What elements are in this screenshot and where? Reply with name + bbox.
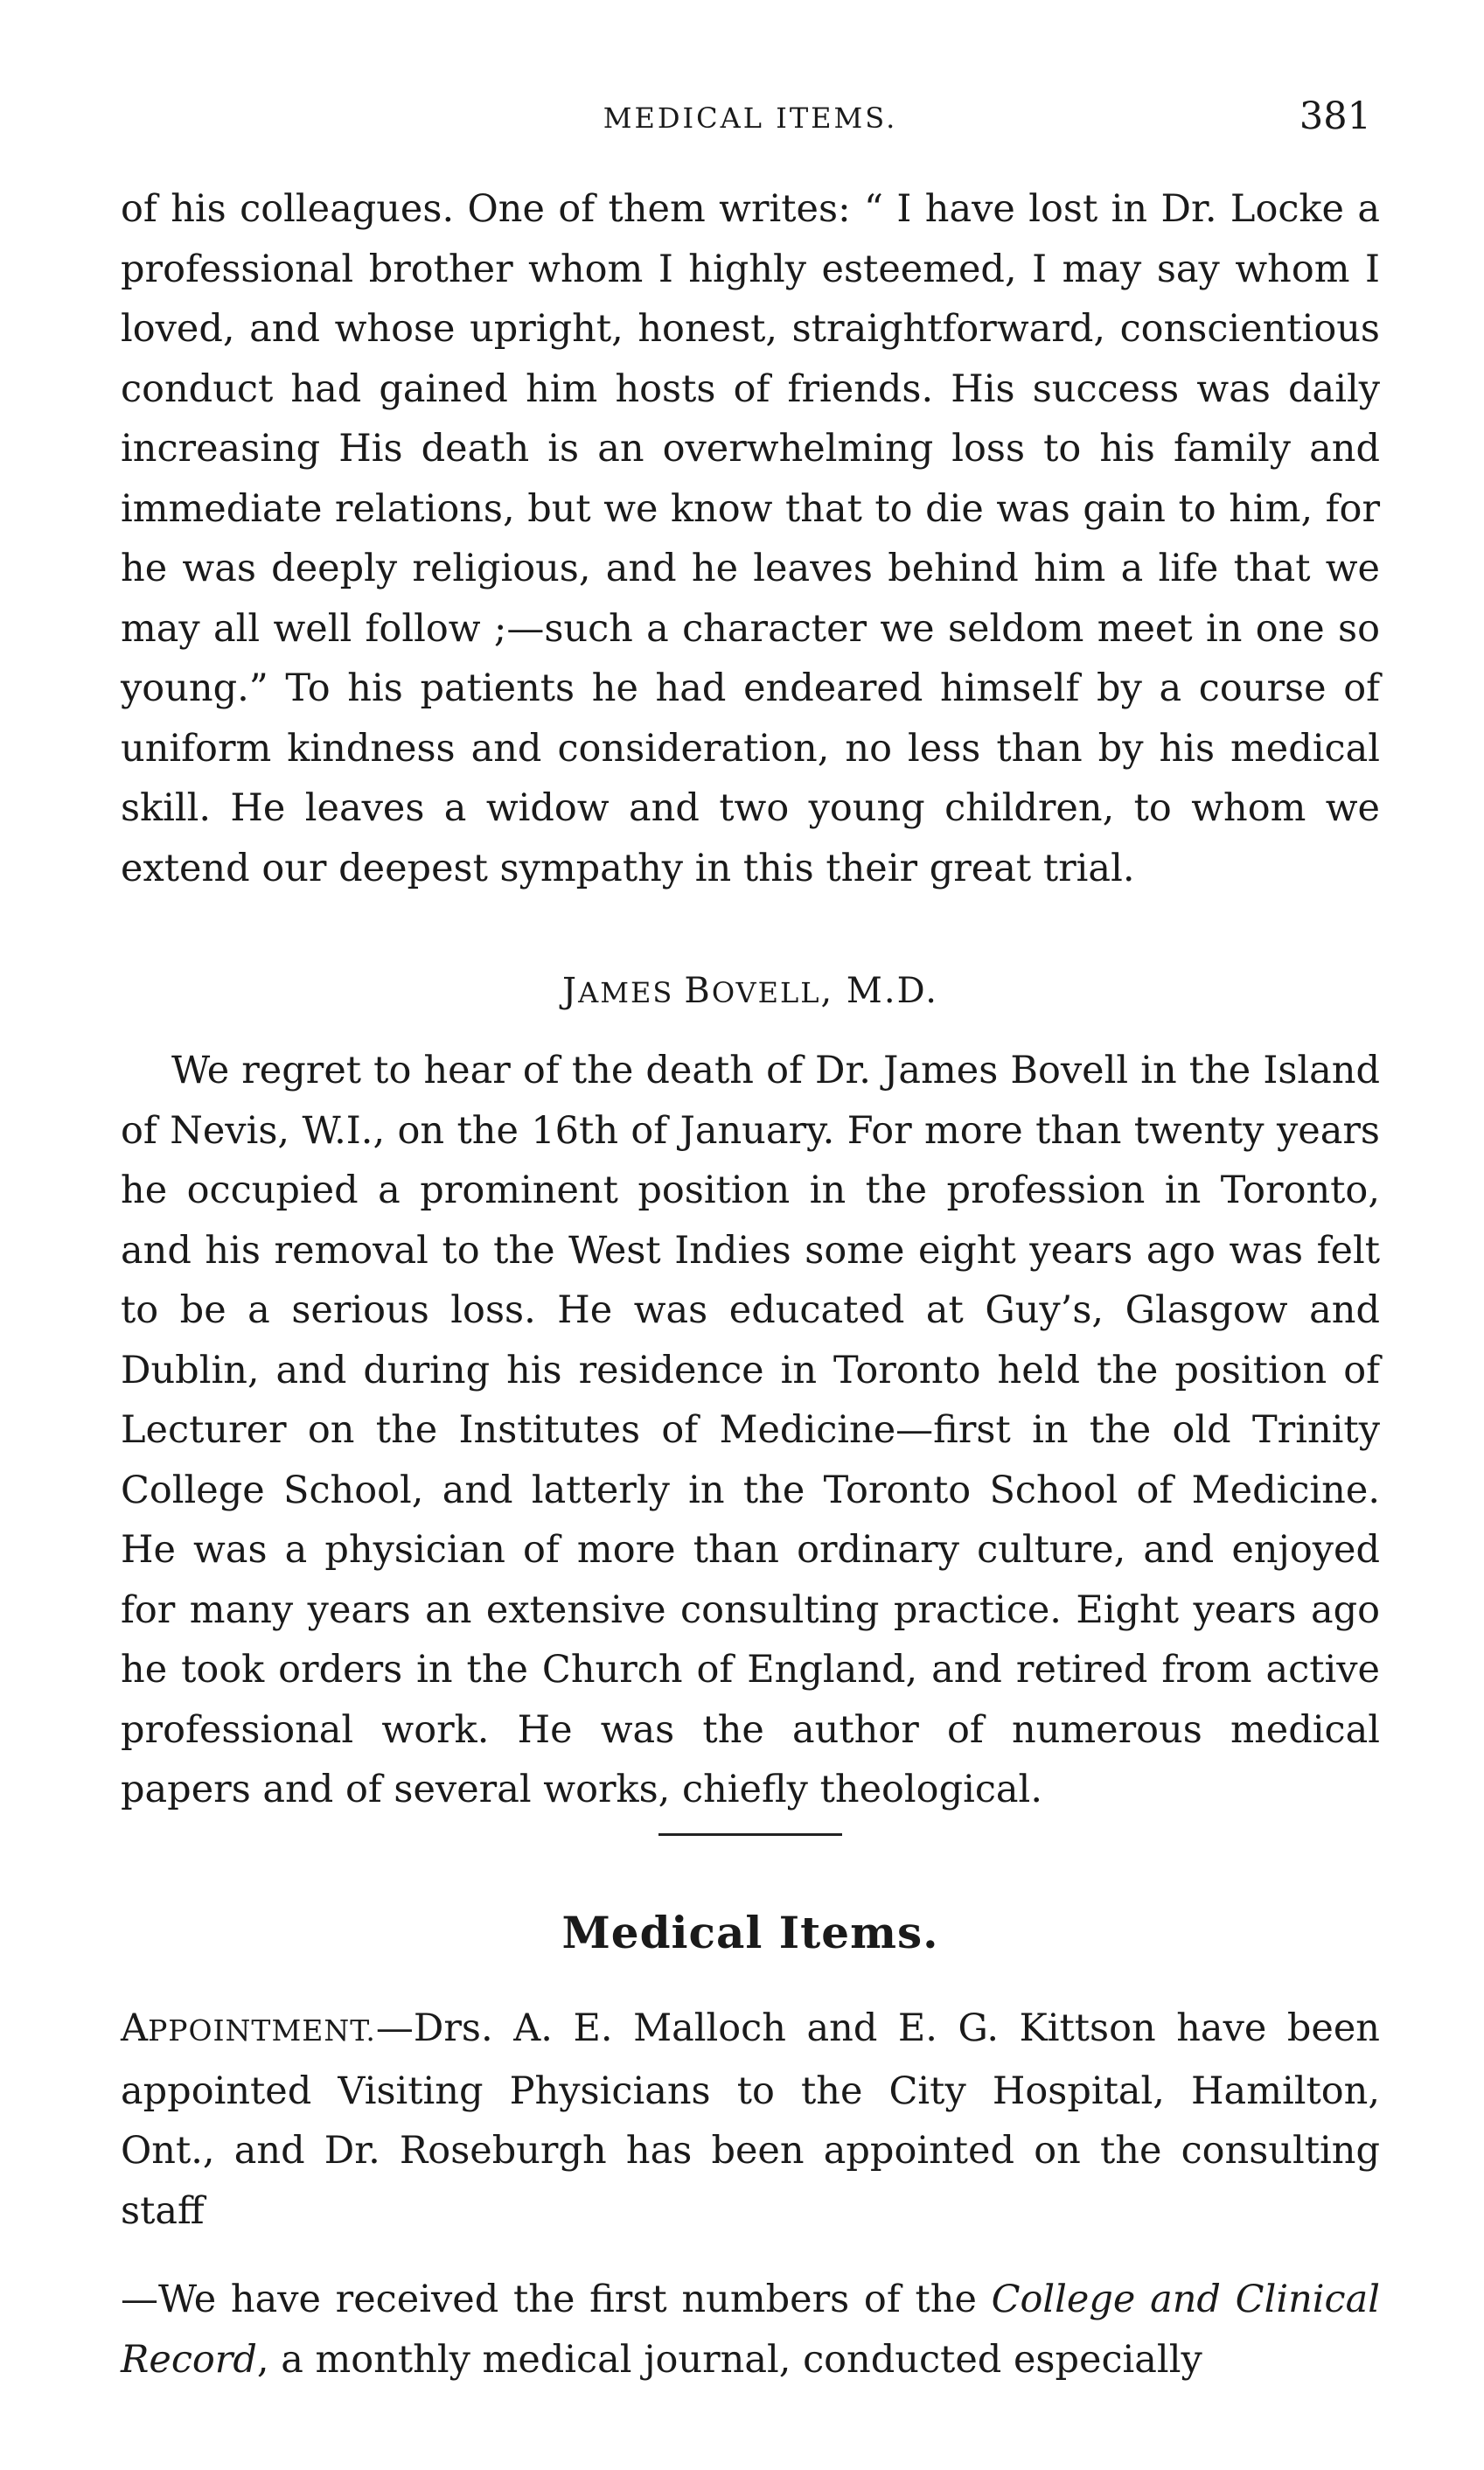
appointment-paragraph — [121, 1999, 1380, 2241]
bovell-heading — [121, 971, 1380, 1011]
section-divider — [658, 1833, 842, 1836]
page-number: 381 — [1299, 94, 1371, 138]
bovell-obituary-paragraph: We regret to hear of the death of Dr. James Bovell in the Island of Nevis, W.I., on the 16th of January. For more than twenty years he occupied a prominent position in the profession in Toronto, and his removal to the West Indies some eight years ago was felt to be a serious loss. He was educated at Guy’s, Glasgow and Dublin, and during his residence in Toronto held the position of Lecturer on the Institutes of Medicine—first in the old Trinity College School, and latterly in the Toronto School of Medicine. He was a physician of more than ordinary culture, and enjoyed for many years an extensive consulting practice. Eight years ago he took orders in the Church of England, and retired from active professional work. He was the author of numerous medical papers and of several works, chiefly theological. — [121, 1049, 1380, 1811]
appointment-initial: A — [121, 2006, 149, 2050]
running-title: MEDICAL ITEMS. — [603, 101, 898, 135]
bovell-heading-initial: J — [562, 971, 579, 1011]
journal-suffix: , a monthly medical journal, conducted especially — [256, 2337, 1202, 2382]
bovell-heading-first: AMES — [578, 976, 685, 1009]
journal-paragraph — [121, 2270, 1380, 2390]
journal-prefix: —We have received the first numbers of the — [121, 2278, 992, 2321]
journal-title: College and Clinical Record — [121, 2278, 1381, 2382]
medical-items-title: Medical Items. — [561, 1907, 939, 1958]
locke-obituary-paragraph: of his colleagues. One of them writes: “ I have lost in Dr. Locke a professional brother whom I highly esteemed, I may say whom I loved, and whose upright, honest, straightforward, conscientious conduct had gained him hosts of friends. His success was daily increasing His death is an overwhelming loss to his family and immediate relations, but we know that to die was gain to him, for he was deeply religious, and he leaves behind him a life that we may all well follow ;—such a character we seldom meet in one so young.” To his patients he had endeared himself by a course of uniform kindness and consideration, no less than by his medical skill. He leaves a widow and two young children, to whom we extend our deepest sympathy in this their great trial. — [121, 187, 1380, 890]
appointment-label: PPOINTMENT. — [148, 2013, 376, 2048]
bovell-heading-initial2: B — [684, 971, 712, 1011]
running-head — [121, 94, 1380, 147]
appointment-text: —Drs. A. E. Malloch and E. G. Kittson have been appointed Visiting Physicians to the City Hospital, Hamilton, Ont., and Dr. Roseburgh has been appointed on the consulting staff — [121, 2006, 1380, 2233]
book-page — [121, 0, 1380, 2470]
bovell-heading-suffix: , M.D. — [820, 971, 938, 1011]
bovell-heading-last: OVELL — [711, 976, 821, 1009]
